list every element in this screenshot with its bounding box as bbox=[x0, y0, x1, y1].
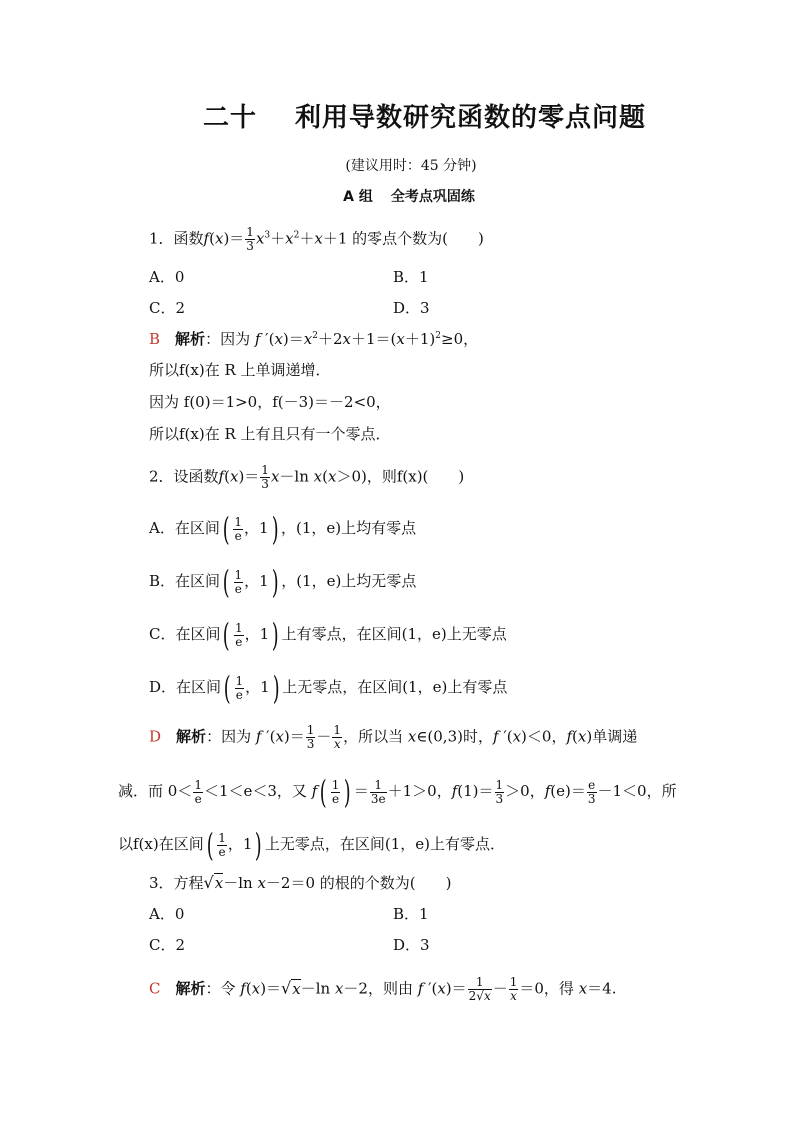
q2-analysis-line: 减．而 0＜ $\frac{1}{e}$ ＜1＜e＜3，又 f( $\frac{1}{e}$ ) ＝ $\frac{1}{3e}$ ＋1＞0，f(1)＝ $\frac{1}{3}$ ＞0，f(e)＝ $\frac{e}{3}$ －1＜0，所 bbox=[118, 773, 677, 811]
q2-option-b: B．在区间( $\frac{1}{e}$ ，1) ，(1，e)上均无零点 bbox=[149, 563, 417, 601]
question-1-stem: 1．函数f(x)＝ $\frac{1}{3}$ $x^3+x^2+x+1$ 的零点个数为( ) bbox=[149, 225, 484, 253]
q2-option-a: A．在区间( $\frac{1}{e}$ ，1) ，(1，e)上均有零点 bbox=[149, 510, 417, 548]
q1-option-a: A．0 bbox=[149, 268, 185, 286]
q3-option-b: B．1 bbox=[393, 905, 429, 923]
group-label: A 组 bbox=[343, 189, 373, 205]
q1-option-b: B．1 bbox=[393, 268, 429, 286]
q2-analysis: D 解析：因为 f ′(x)＝ $\frac{1}{3}$ － $\frac{1}{x}$ ，所以当 x∈(0,3)时，f ′(x)＜0，f(x)单调递 bbox=[149, 723, 638, 751]
answer-letter: D bbox=[149, 727, 162, 746]
analysis-label: 解析 bbox=[175, 330, 206, 348]
fraction: $\frac{1}{3}$ bbox=[246, 225, 254, 253]
time-note: (建议用时：45 分钟) bbox=[345, 158, 477, 174]
answer-letter: B bbox=[149, 330, 161, 348]
group-title: 全考点巩固练 bbox=[390, 189, 475, 205]
fraction: $\frac{1}{e}$ bbox=[235, 673, 244, 702]
q1-option-c: C．2 bbox=[149, 299, 186, 317]
q3-analysis: C 解析：令 f(x)＝√x－ln x－2，则由 f ′(x)＝ $\frac{1}{2√x}$ － $\frac{1}{x}$ ＝0，得 x＝4. bbox=[149, 975, 617, 1003]
analysis-label: 解析 bbox=[176, 727, 207, 746]
q1-analysis-line: 所以f(x)在 R 上有且只有一个零点． bbox=[149, 425, 391, 443]
q1-analysis-line: 因为 f(0)＝1>0，f(－3)＝－2<0， bbox=[149, 393, 391, 411]
q2-option-c: C．在区间( $\frac{1}{e}$ ，1) 上有零点，在区间(1，e)上无零点 bbox=[149, 616, 507, 654]
analysis-label: 解析 bbox=[175, 979, 206, 998]
fraction: $\frac{1}{e}$ bbox=[234, 567, 243, 596]
question-3-stem: 3．方程√x－ln x－2＝0 的根的个数为( ) bbox=[149, 873, 452, 892]
q2-option-d: D．在区间( $\frac{1}{e}$ ，1) 上无零点，在区间(1，e)上有零点 bbox=[149, 669, 508, 707]
q1-option-d: D．3 bbox=[393, 299, 430, 317]
answer-letter: C bbox=[149, 979, 161, 998]
q2-analysis-conclusion: 以f(x)在区间( $\frac{1}{e}$ ，1) 上无零点，在区间(1，e)上有零点． bbox=[118, 826, 506, 864]
fraction: $\frac{1}{e}$ bbox=[234, 620, 243, 649]
page-title bbox=[0, 97, 794, 134]
group-heading bbox=[0, 186, 794, 206]
lesson-number: 二十 bbox=[202, 103, 257, 133]
q3-option-a: A．0 bbox=[149, 905, 185, 923]
fraction: $\frac{1}{e}$ bbox=[234, 514, 242, 543]
q1-analysis: B 解析：因为 f $'(x)=x^2+2x+1=(x+1)^2\ge 0$， bbox=[149, 330, 479, 348]
q1-analysis-line: 所以f(x)在 R 上单调递增． bbox=[149, 361, 331, 379]
fraction: $\frac{1}{3}$ bbox=[261, 463, 269, 491]
question-2-stem: 2．设函数f(x)＝ $\frac{1}{3}$ x－ln x(x＞0)，则f(x)( ) bbox=[149, 463, 465, 491]
q3-option-c: C．2 bbox=[149, 936, 186, 954]
q3-option-d: D．3 bbox=[393, 936, 430, 954]
lesson-title: 利用导数研究函数的零点问题 bbox=[295, 103, 647, 133]
